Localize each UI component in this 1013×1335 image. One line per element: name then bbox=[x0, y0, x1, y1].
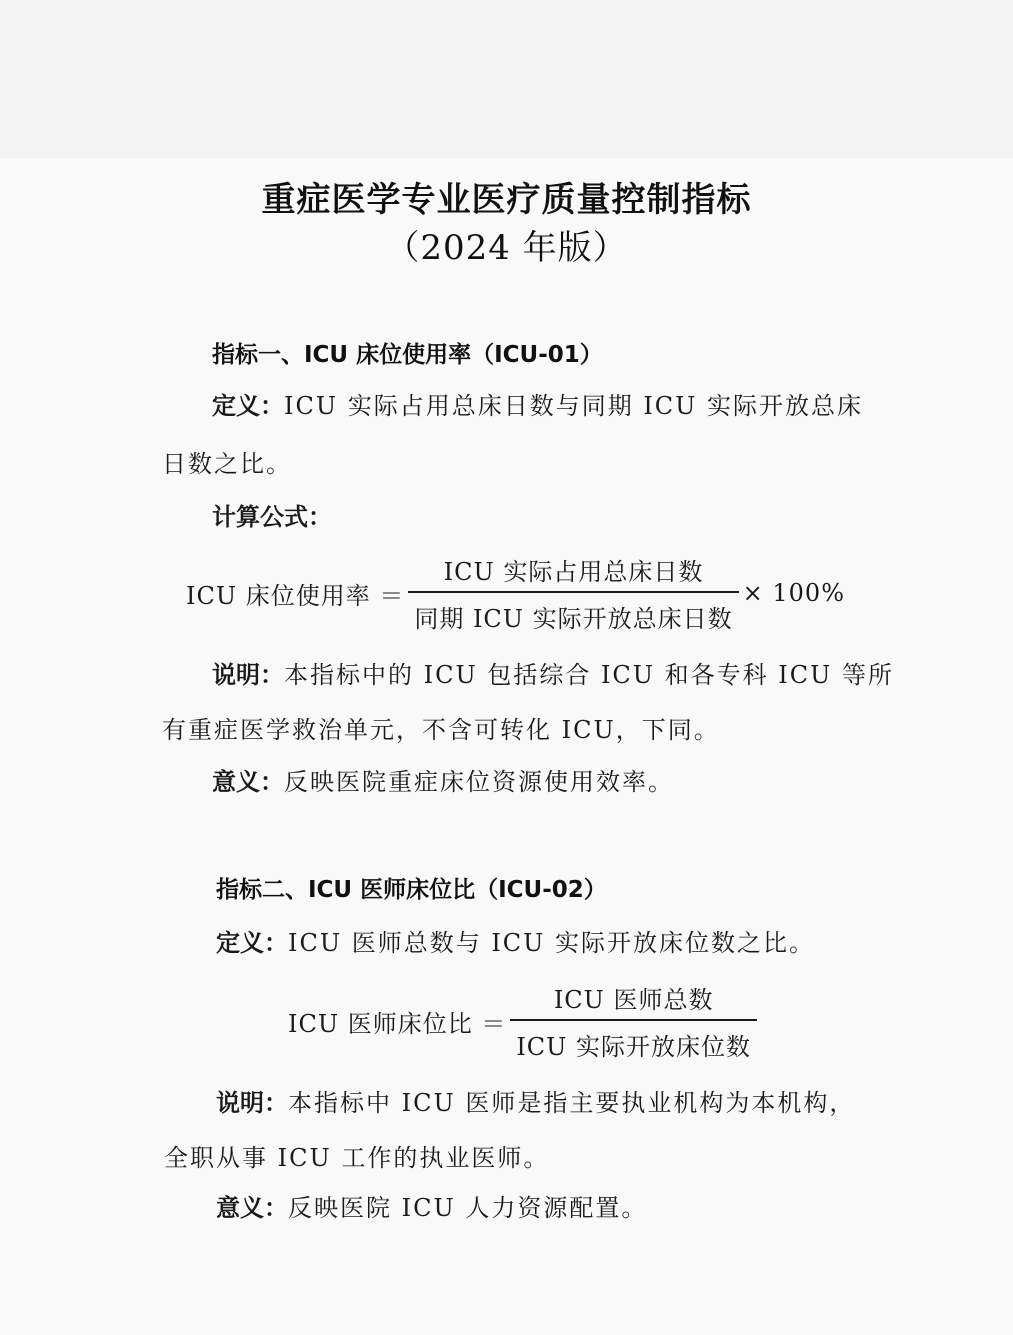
formula-lhs: ICU 床位使用率 ＝ bbox=[186, 581, 405, 610]
indicator2-formula bbox=[288, 980, 761, 1062]
document-title: 重症医学专业医疗质量控制指标 bbox=[261, 180, 752, 220]
definition-text: ICU 实际占用总床日数与同期 ICU 实际开放总床 bbox=[284, 392, 864, 420]
formula-numerator: ICU 医师总数 bbox=[553, 986, 714, 1014]
meaning-label: 意义： bbox=[212, 768, 284, 796]
formula-fraction bbox=[408, 552, 738, 634]
indicator1-heading: 指标一、ICU 床位使用率（ICU-01） bbox=[212, 342, 603, 368]
meaning-label: 意义： bbox=[216, 1194, 288, 1222]
definition-text: ICU 医师总数与 ICU 实际开放床位数之比。 bbox=[288, 929, 816, 957]
formula-lhs: ICU 医师床位比 ＝ bbox=[288, 1009, 507, 1038]
indicator2-note-line1 bbox=[216, 1083, 855, 1118]
formula-denominator: ICU 实际开放床位数 bbox=[516, 1033, 752, 1061]
indicator2-definition bbox=[216, 923, 815, 958]
formula-numerator: ICU 实际占用总床日数 bbox=[443, 558, 704, 586]
note-label: 说明： bbox=[212, 661, 284, 689]
indicator2-meaning bbox=[216, 1188, 647, 1223]
definition-label: 定义： bbox=[216, 929, 288, 957]
formula-multiplier: × 100% bbox=[742, 579, 846, 607]
indicator1-definition-line1 bbox=[212, 386, 863, 421]
indicator1-meaning bbox=[212, 762, 674, 797]
formula-fraction bbox=[510, 980, 757, 1062]
note-text: 本指标中 ICU 医师是指主要执业机构为本机构， bbox=[288, 1089, 856, 1117]
note-text: 本指标中的 ICU 包括综合 ICU 和各专科 ICU 等所 bbox=[284, 661, 894, 689]
indicator1-note-line1 bbox=[212, 655, 894, 690]
meaning-text: 反映医院重症床位资源使用效率。 bbox=[284, 768, 674, 796]
formula-denominator: 同期 ICU 实际开放总床日数 bbox=[414, 605, 733, 633]
formula-label: 计算公式： bbox=[212, 503, 332, 531]
definition-label: 定义： bbox=[212, 392, 284, 420]
indicator1-formula bbox=[186, 552, 845, 634]
indicator2-heading: 指标二、ICU 医师床位比（ICU-02） bbox=[216, 877, 607, 903]
meaning-text: 反映医院 ICU 人力资源配置。 bbox=[288, 1194, 648, 1222]
indicator2-note-line2: 全职从事 ICU 工作的执业医师。 bbox=[164, 1144, 550, 1172]
indicator1-note-line2: 有重症医学救治单元，不含可转化 ICU，下同。 bbox=[162, 716, 720, 744]
document-subtitle-year: （2024 年版） bbox=[385, 228, 628, 268]
indicator1-definition-line2: 日数之比。 bbox=[162, 450, 292, 478]
note-label: 说明： bbox=[216, 1089, 288, 1117]
